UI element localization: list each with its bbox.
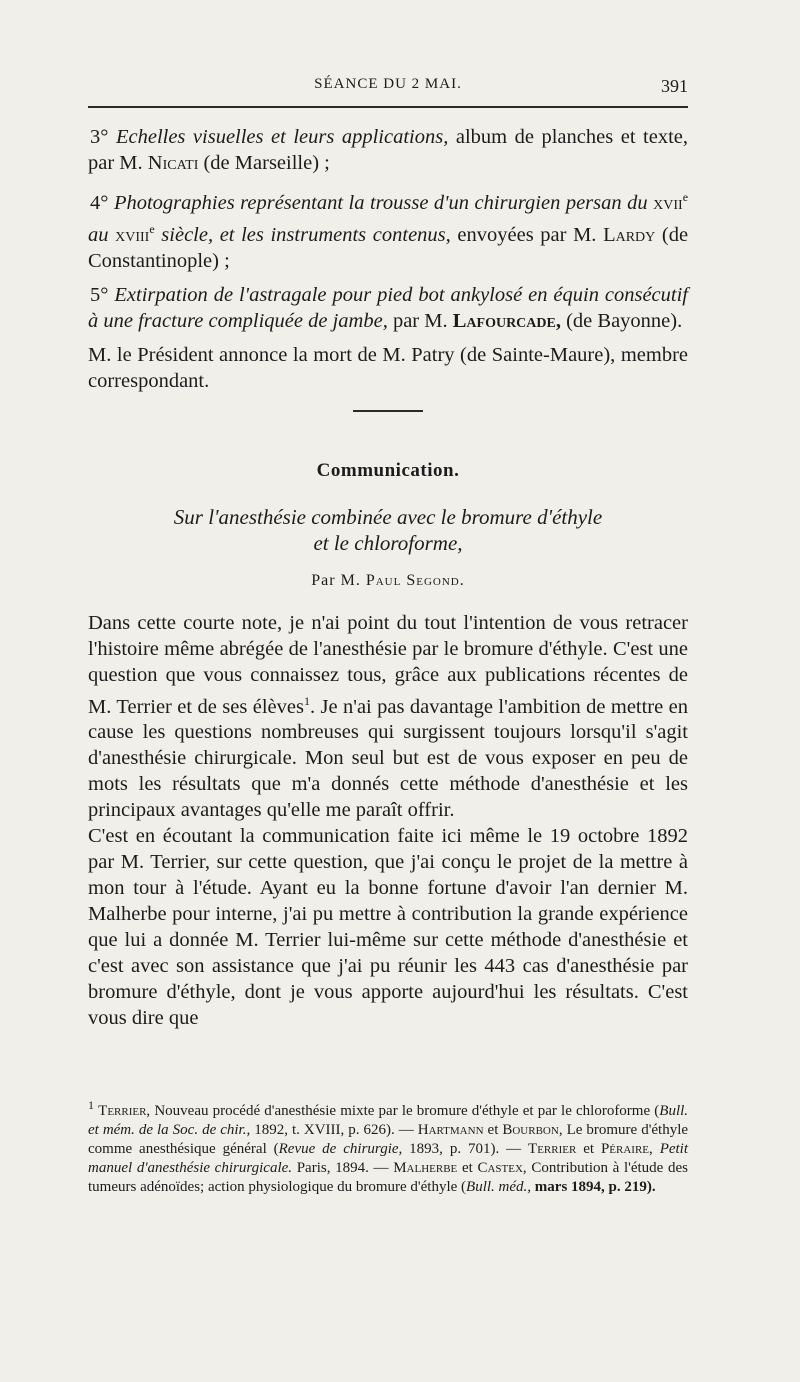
death-notice: M. le Président annonce la mort de M. Patry (de Sainte-Maure), membre correspondant.: [88, 343, 688, 392]
footnote-1: $^1$ Terrier, Nouveau procédé d'anesthésie mixte par le bromure d'éthyle et par le chloroforme (Bull. et mém. de la Soc. de chir., 1892, t. XVIII, p. 626). — Hartmann et Bourbon, Le bromure d'éthyle comme anesthésique général (Revue de chirurgie, 1893, p. 701). — Terrier et Péraire, Petit manuel d'anesthésie chirurgicale. Paris, 1894. — Malherbe et Castex, Contribution à l'étude des tumeurs adénoïdes; action physiologique du bromure d'éthyle (Bull. méd., mars 1894, p. 219).: [88, 1098, 689, 1195]
section-heading: Communication.: [316, 459, 460, 481]
author-name: Lardy: [603, 223, 656, 246]
enumeration-item-4: 4° Photographies représentant la trousse d'un chirurgien persan du xvii$^e$ au xviii$^e$ siècle, et les instruments contenus, envoyées par M. Lardy (de Constantinople) ;: [88, 190, 689, 272]
section-divider: [353, 410, 423, 412]
header-rule: [88, 106, 688, 108]
article-title: Sur l'anesthésie combinée avec le bromure d'éthyle et le chloroforme,: [173, 504, 603, 555]
work-title: Extirpation de l'astragale pour pied bot ankylosé en équin consécutif à une fracture compliquée de jambe,: [88, 283, 688, 332]
paragraph-1: Dans cette courte note, je n'ai point du tout l'intention de vous retracer l'histoire même abrégée de l'anesthésie par le bromure d'éthyle. C'est une question que vous connaissez tous, grâce aux publications récentes de M. Terrier et de ses élèves$^1$. Je n'ai pas davantage l'ambition de mettre en cause les questions nombreuses qui surgissent toujours lorsqu'il s'agit d'anesthésie chirurgicale. Mon seul but est de vous exposer en peu de mots les résultats que m'a donnés cette méthode d'anesthésie et les principaux avantages qu'elle me paraît offrir.: [88, 611, 689, 822]
author-name: Nicati: [147, 152, 199, 174]
author-name: Lafourcade,: [452, 309, 561, 332]
paragraph-2: C'est en écoutant la communication faite ici même le 19 octobre 1892 par M. Terrier, sur cette question, que j'ai conçu le projet de la mettre à mon tour à l'étude. Ayant eu la bonne fortune d'avoir l'an dernier M. Malherbe pour interne, j'ai pu mettre à contribution la grande expérience que lui a donnée M. Terrier lui-même sur cette méthode d'anesthésie et c'est avec son assistance que j'ai pu réunir les 443 cas d'anesthésie par bromure d'éthyle, dont je vous apporte aujourd'hui les résultats. C'est vous dire que: [88, 825, 688, 1030]
footnote-reference: 1: [303, 693, 310, 708]
main-content: [88, 124, 688, 1031]
byline-author: Paul Segond.: [365, 571, 465, 589]
footnotes: [88, 1096, 688, 1197]
page-header: [88, 76, 688, 100]
page-number: 391: [661, 76, 688, 96]
enumeration-item-3: 3° Echelles visuelles et leurs applications, album de planches et texte, par M. Nicati (de Marseille) ;: [88, 126, 688, 174]
enumeration-item-5: 5° Extirpation de l'astragale pour pied bot ankylosé en équin consécutif à une fracture compliquée de jambe, par M. Lafourcade, (de Bayonne).: [88, 283, 688, 332]
work-title: Photographies représentant la trousse d'un chirurgien persan du: [113, 191, 648, 214]
byline: Par M. Paul Segond.: [311, 571, 465, 589]
work-title: Echelles visuelles et leurs applications,: [115, 126, 449, 148]
running-head: SÉANCE DU 2 MAI.: [314, 76, 462, 92]
